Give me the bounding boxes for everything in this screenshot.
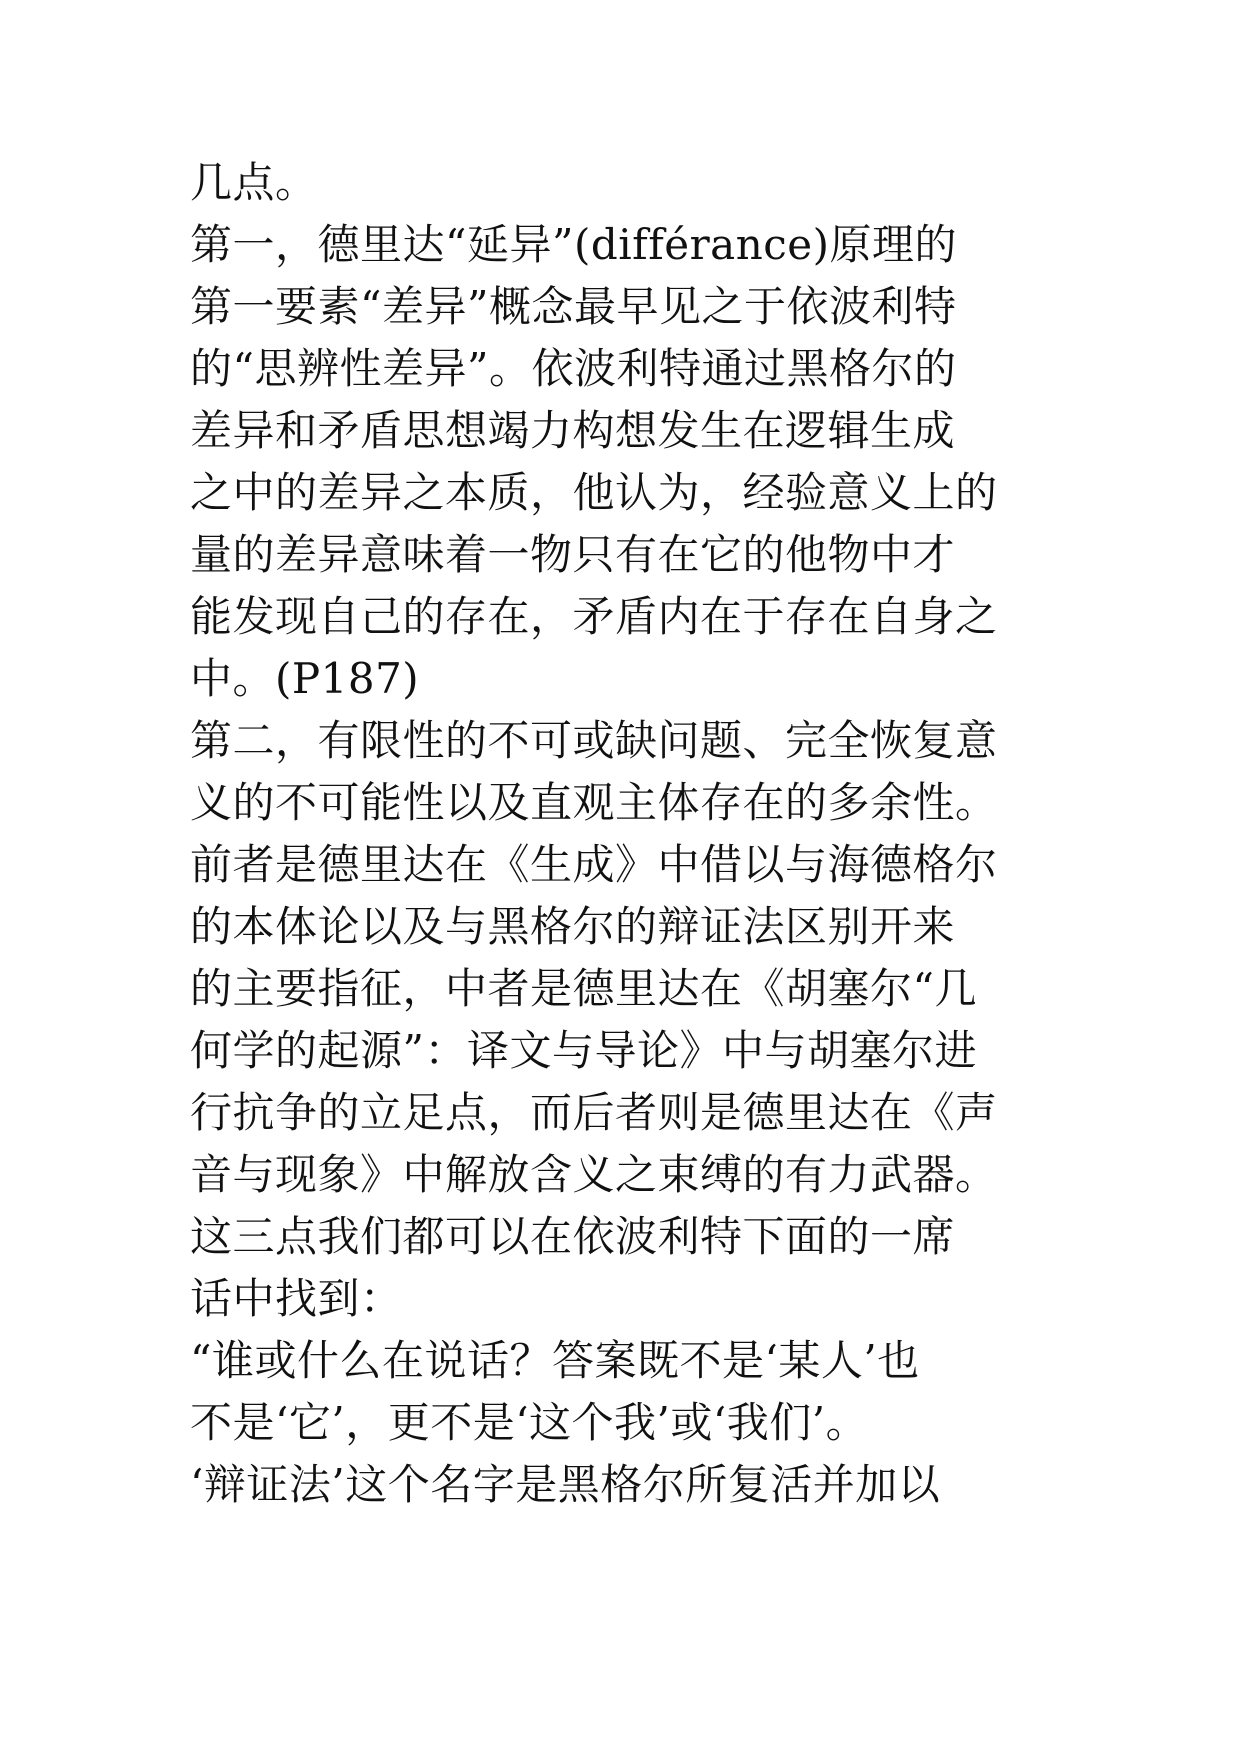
text-line: 音与现象》中解放含义之束缚的有力武器。 [190,1150,998,1199]
text-line: 前者是德里达在《生成》中借以与海德格尔 [190,840,998,889]
text-line: 中。(P187) [190,654,420,703]
text-line: 的主要指征，中者是德里达在《胡塞尔“几 [190,964,977,1013]
text-line: 之中的差异之本质，他认为，经验意义上的 [190,468,998,517]
text-line: 不是‘它’，更不是‘这个我’或‘我们’。 [190,1398,869,1447]
text-line: ‘辩证法’这个名字是黑格尔所复活并加以 [190,1460,941,1509]
text-line: 行抗争的立足点，而后者则是德里达在《声 [190,1088,998,1137]
text-line: 能发现自己的存在，矛盾内在于存在自身之 [190,592,998,641]
text-line: 何学的起源”：译文与导论》中与胡塞尔进 [190,1026,977,1075]
text-line: 话中找到： [190,1274,403,1323]
text-line: 第一要素“差异”概念最早见之于依波利特 [190,282,957,331]
text-line: 量的差异意味着一物只有在它的他物中才 [190,530,956,579]
text-line: 第二，有限性的不可或缺问题、完全恢复意 [190,716,998,765]
text-line: “谁或什么在说话？答案既不是‘某人’也 [190,1336,920,1385]
text-line: 这三点我们都可以在依波利特下面的一席 [190,1212,956,1261]
text-line: 义的不可能性以及直观主体存在的多余性。 [190,778,998,827]
text-line: 的本体论以及与黑格尔的辩证法区别开来 [190,902,956,951]
body-text [190,152,1090,1516]
text-line: 第一，德里达“延异”(différance)原理的 [190,220,958,269]
text-line: 几点。 [190,158,318,207]
text-line: 差异和矛盾思想竭力构想发生在逻辑生成 [190,406,956,455]
text-line: 的“思辨性差异”。依波利特通过黑格尔的 [190,344,957,393]
